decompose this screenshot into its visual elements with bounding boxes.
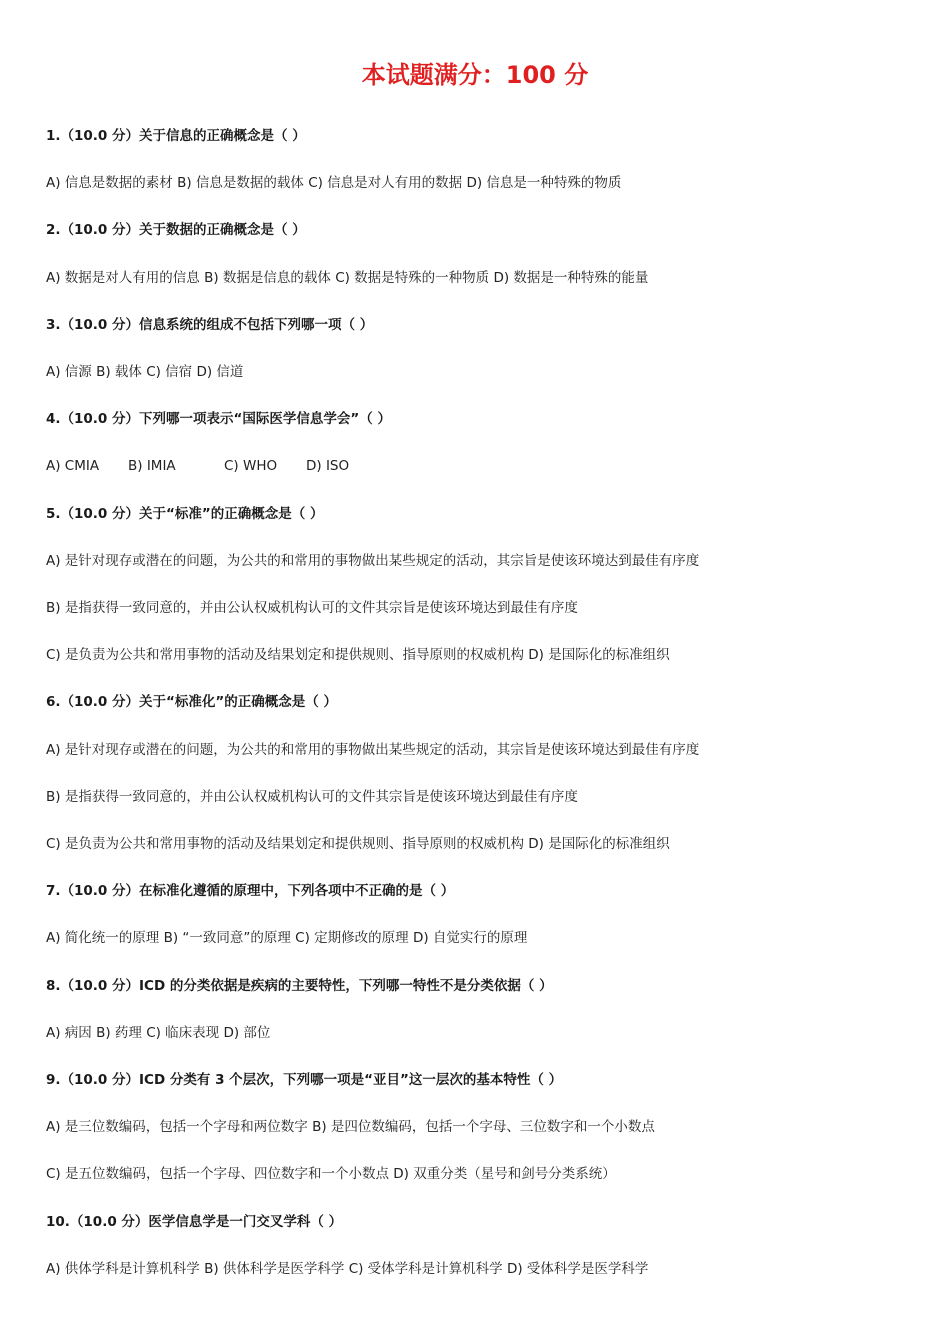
options-line: A) 是针对现存或潜在的问题，为公共的和常用的事物做出某些规定的活动，其宗旨是使该环境达到最佳有序度 (46, 742, 700, 758)
options-line: A) 病因 B) 药理 C) 临床表现 D) 部位 (46, 1025, 271, 1041)
question-text: 1.（10.0 分）关于信息的正确概念是（ ） (46, 128, 306, 144)
options-line: A) 是三位数编码，包括一个字母和两位数字 B) 是四位数编码，包括一个字母、三位数字和一个小数点 (46, 1119, 655, 1135)
question-text: 5.（10.0 分）关于“标准”的正确概念是（ ） (46, 506, 324, 522)
options-line: C) 是负责为公共和常用事物的活动及结果划定和提供规则、指导原则的权威机构 D) 是国际化的标准组织 (46, 647, 670, 663)
options-line: B) 是指获得一致同意的，并由公认权威机构认可的文件其宗旨是使该环境达到最佳有序度 (46, 789, 578, 805)
option-item: D) ISO (306, 458, 350, 474)
question-text: 2.（10.0 分）关于数据的正确概念是（ ） (46, 222, 306, 238)
options-line: A) 数据是对人有用的信息 B) 数据是信息的载体 C) 数据是特殊的一种物质 D) 数据是一种特殊的能量 (46, 270, 649, 286)
options-line: A) 信源 B) 载体 C) 信宿 D) 信道 (46, 364, 244, 380)
options-line: C) 是五位数编码，包括一个字母、四位数字和一个小数点 D) 双重分类（星号和剑号分类系统） (46, 1166, 616, 1182)
options-line: A) 供体学科是计算机科学 B) 供体科学是医学科学 C) 受体学科是计算机科学 D) 受体科学是医学科学 (46, 1261, 649, 1277)
options-line: C) 是负责为公共和常用事物的活动及结果划定和提供规则、指导原则的权威机构 D) 是国际化的标准组织 (46, 836, 670, 852)
options-line: A) 信息是数据的素材 B) 信息是数据的载体 C) 信息是对人有用的数据 D) 信息是一种特殊的物质 (46, 175, 622, 191)
question-text: 3.（10.0 分）信息系统的组成不包括下列哪一项（ ） (46, 317, 374, 333)
question-text: 7.（10.0 分）在标准化遵循的原理中，下列各项中不正确的是（ ） (46, 883, 455, 899)
options-line: A) 简化统一的原理 B) “一致同意”的原理 C) 定期修改的原理 D) 自觉实行的原理 (46, 930, 528, 946)
option-item: A) CMIA (46, 458, 100, 474)
options-line: A) 是针对现存或潜在的问题，为公共的和常用的事物做出某些规定的活动，其宗旨是使该环境达到最佳有序度 (46, 553, 700, 569)
question-text: 4.（10.0 分）下列哪一项表示“国际医学信息学会”（ ） (46, 411, 391, 427)
question-text: 9.（10.0 分）ICD 分类有 3 个层次，下列哪一项是“亚目”这一层次的基本特性（ ） (46, 1072, 563, 1088)
question-text: 10.（10.0 分）医学信息学是一门交叉学科（ ） (46, 1214, 343, 1230)
question-text: 6.（10.0 分）关于“标准化”的正确概念是（ ） (46, 694, 337, 710)
option-item: C) WHO (224, 458, 278, 474)
page-title: 本试题满分：100 分 (361, 61, 589, 89)
question-text: 8.（10.0 分）ICD 的分类依据是疾病的主要特性，下列哪一特性不是分类依据（ ） (46, 978, 553, 994)
options-line: B) 是指获得一致同意的，并由公认权威机构认可的文件其宗旨是使该环境达到最佳有序度 (46, 600, 578, 616)
option-item: B) IMIA (128, 458, 176, 474)
